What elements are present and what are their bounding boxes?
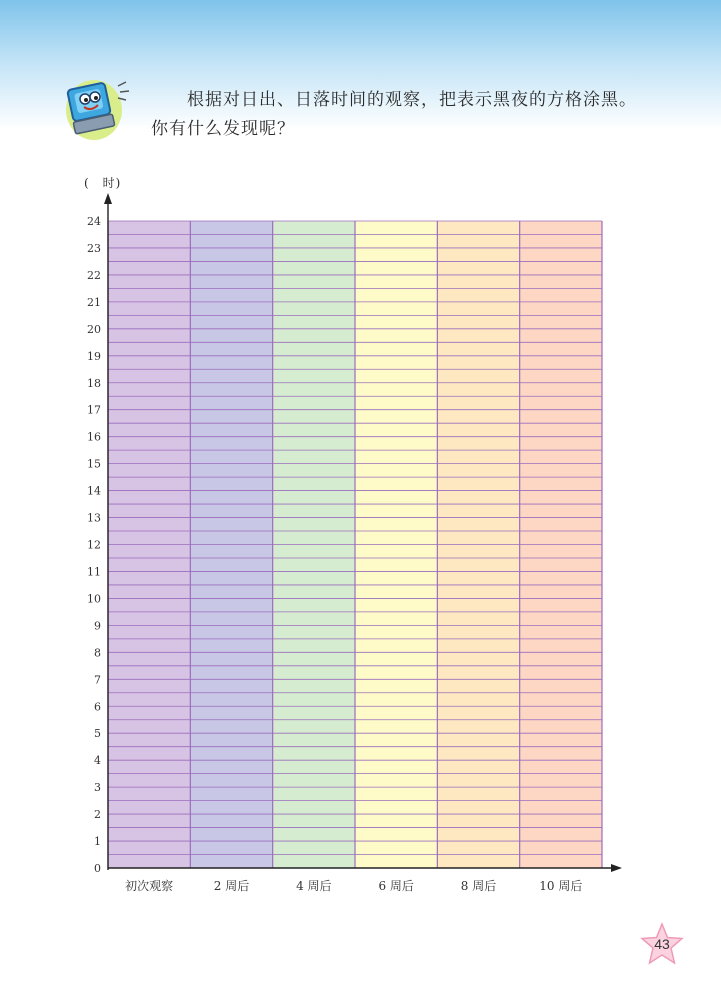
y-tick-label: 20 <box>87 322 101 336</box>
y-tick-label: 17 <box>87 403 101 417</box>
y-tick-label: 11 <box>87 565 101 579</box>
y-tick-label: 9 <box>94 619 101 633</box>
page-number-badge <box>640 922 684 966</box>
y-tick-label: 0 <box>94 862 101 875</box>
y-tick-label: 14 <box>87 484 101 498</box>
y-axis-arrow-icon <box>104 193 112 204</box>
instruction-line-2: 你有什么发现呢？ <box>151 119 295 139</box>
category-label-4: 6 周后 <box>378 879 414 893</box>
y-tick-label: 7 <box>94 673 101 687</box>
instruction-line-1: 根据对日出、日落时间的观察，把表示黑夜的方格涂黑。 <box>187 90 637 110</box>
y-tick-label: 1 <box>94 835 101 849</box>
y-tick-label: 18 <box>87 376 101 390</box>
x-axis-arrow-icon <box>611 864 622 872</box>
y-tick-label: 4 <box>94 754 101 768</box>
y-tick-label: 5 <box>94 727 101 741</box>
y-tick-label: 6 <box>94 700 101 714</box>
y-tick-label: 23 <box>87 241 101 255</box>
y-tick-label: 22 <box>87 268 101 282</box>
y-tick-label: 19 <box>87 349 101 363</box>
y-tick-label: 15 <box>87 457 101 471</box>
y-tick-label: 13 <box>87 511 101 525</box>
y-tick-label: 2 <box>94 808 101 822</box>
category-label-6: 10 周后 <box>539 879 583 893</box>
category-label-3: 4 周后 <box>296 879 332 893</box>
y-axis-label: ( 时) <box>84 176 122 190</box>
page-number: 43 <box>654 936 670 952</box>
y-tick-label: 24 <box>87 215 101 228</box>
category-label-2: 2 周后 <box>213 879 250 893</box>
category-label-1: 初次观察 <box>125 879 174 893</box>
y-tick-label: 8 <box>94 646 101 660</box>
y-tick-label: 3 <box>94 781 101 795</box>
category-label-5: 8 周后 <box>460 879 497 893</box>
y-tick-label: 10 <box>87 592 101 606</box>
y-tick-label: 12 <box>87 538 101 552</box>
y-tick-label: 16 <box>87 430 101 444</box>
y-tick-label: 21 <box>87 295 101 309</box>
